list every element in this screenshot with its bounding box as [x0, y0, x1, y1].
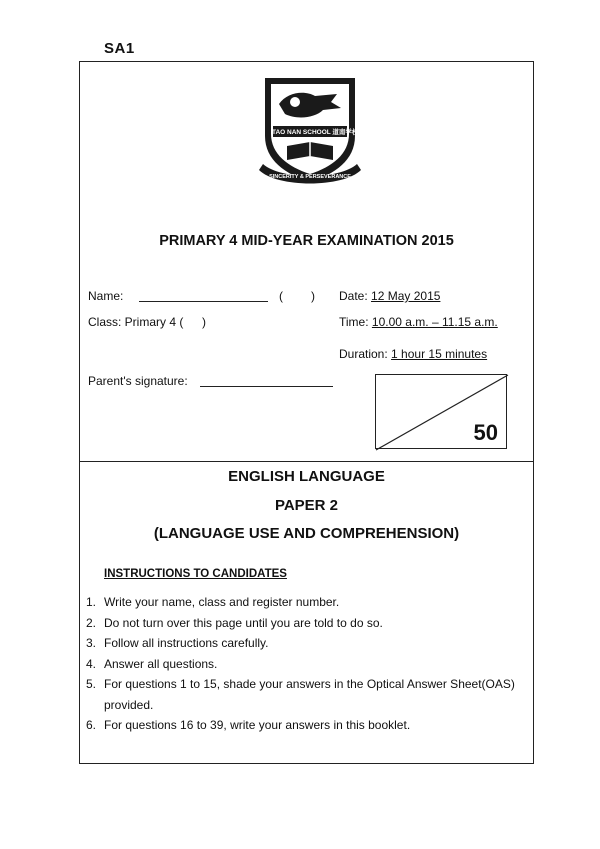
time-value: 10.00 a.m. – 11.15 a.m. — [371, 315, 498, 329]
subject-title: ENGLISH LANGUAGE — [228, 468, 385, 485]
instruction-text: Follow all instructions carefully. — [104, 636, 269, 650]
date-value: 12 May 2015 — [371, 289, 441, 303]
date-row — [339, 289, 440, 303]
parent-signature-label: Parent's signature: — [88, 374, 188, 388]
instruction-item — [86, 715, 526, 736]
instruction-number: 1. — [86, 595, 97, 609]
crest-motto: SINCERITY & PERSEVERANCE — [269, 174, 351, 180]
instruction-item — [86, 674, 526, 715]
paper-number: PAPER 2 — [274, 497, 339, 514]
parent-signature-field[interactable] — [200, 386, 333, 387]
instruction-number: 2. — [86, 615, 97, 630]
instruction-text: Answer all questions. — [104, 656, 218, 671]
duration-row — [339, 347, 487, 361]
instruction-item — [86, 592, 526, 613]
score-box — [375, 374, 507, 449]
class-paren-close: ) — [202, 315, 206, 329]
register-paren-open: ( — [279, 289, 283, 303]
instructions-list — [86, 592, 526, 736]
instruction-number: 6. — [86, 718, 97, 732]
instruction-item — [86, 613, 526, 634]
time-row — [339, 315, 498, 329]
instruction-text: Write your name, class and register number. — [104, 595, 340, 609]
exam-title: PRIMARY 4 MID-YEAR EXAMINATION 2015 — [159, 233, 454, 249]
time-label: Time: — [339, 315, 369, 329]
instructions-heading: INSTRUCTIONS TO CANDIDATES — [104, 568, 287, 580]
instruction-item — [86, 633, 526, 654]
section-divider — [79, 461, 534, 462]
instruction-text: For questions 16 to 39, write your answers in this booklet. — [104, 718, 411, 732]
instruction-number: 4. — [86, 656, 97, 671]
instruction-item — [86, 654, 526, 675]
paper-code: SA1 — [104, 40, 135, 57]
instruction-number: 3. — [86, 636, 97, 650]
paper-part: (LANGUAGE USE AND COMPREHENSION) — [153, 525, 460, 542]
name-field[interactable] — [139, 301, 268, 302]
instruction-text: For questions 1 to 15, shade your answers in the Optical Answer Sheet(OAS) provided. — [104, 677, 515, 712]
register-paren-close: ) — [311, 289, 315, 303]
duration-label: Duration: — [339, 347, 388, 361]
crest-school-name: TAO NAN SCHOOL 道南学校 — [272, 129, 359, 136]
class-label: Class: Primary 4 ( — [88, 315, 184, 329]
name-label: Name: — [88, 289, 124, 303]
score-total: 50 — [473, 420, 498, 445]
date-label: Date: — [339, 289, 368, 303]
duration-value: 1 hour 15 minutes — [391, 347, 488, 361]
instruction-text: Do not turn over this page until you are told to do so. — [104, 615, 383, 630]
instruction-number: 5. — [86, 677, 97, 691]
